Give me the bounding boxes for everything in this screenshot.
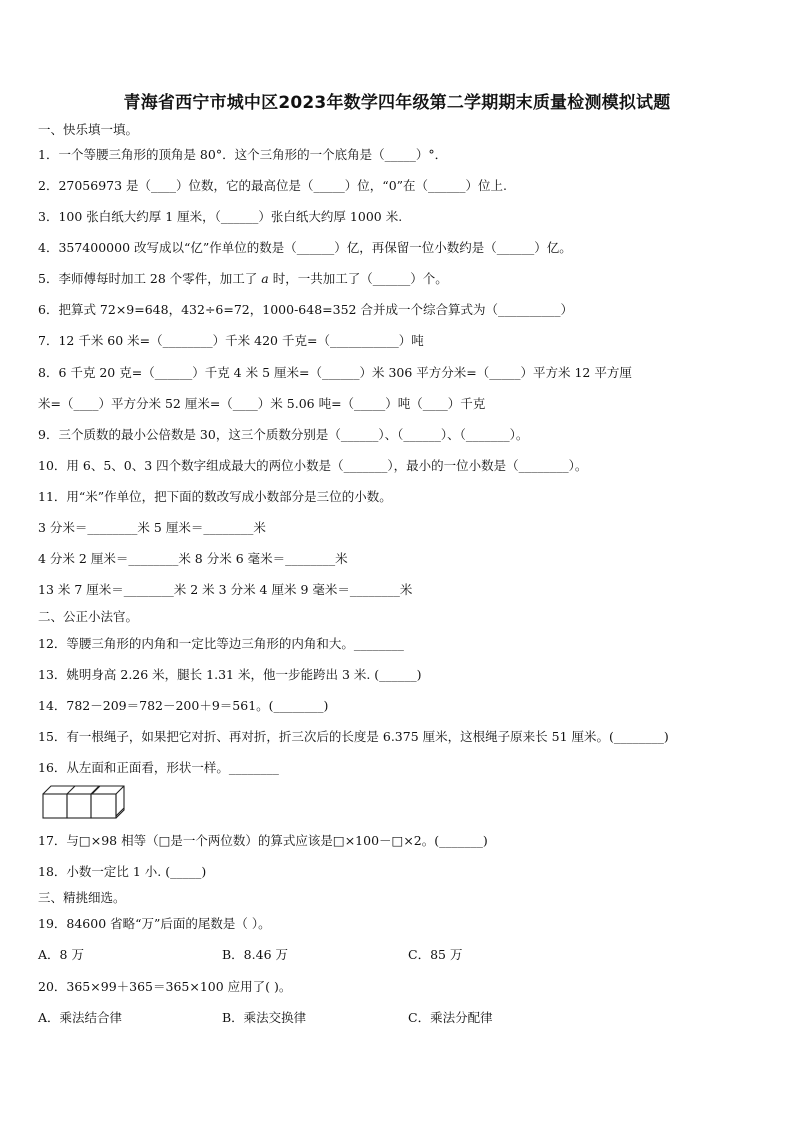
question-9: 9．三个质数的最小公倍数是 30，这三个质数分别是（______）、（______）、（_______）。: [38, 427, 529, 442]
question-8-line-2: 米=（____）平方分米 52 厘米=（____）米 5.06 吨=（_____）吨（____）千克: [38, 396, 486, 411]
question-11: 11．用“米”作单位，把下面的数改写成小数部分是三位的小数。: [38, 489, 392, 504]
question-20-option-c: C．乘法分配律: [408, 1010, 493, 1025]
question-19-option-b: B．8.46 万: [222, 947, 288, 962]
question-16: 16．从左面和正面看，形状一样。________: [38, 760, 279, 775]
question-11-row-1: 3 分米＝________米 5 厘米＝________米: [38, 520, 266, 535]
question-12: 12．等腰三角形的内角和一定比等边三角形的内角和大。________: [38, 636, 404, 651]
question-18: 18．小数一定比 1 小. (_____): [38, 864, 207, 879]
section-heading-1: 一、快乐填一填。: [38, 122, 139, 137]
question-20: 20．365×99＋365＝365×100 应用了( )。: [38, 979, 292, 994]
question-8-line-1: 8．6 千克 20 克=（______）千克 4 米 5 厘米=（______）米 306 平方分米=（_____）平方米 12 平方厘: [38, 365, 632, 380]
question-17: 17．与□×98 相等（□是一个两位数）的算式应该是□×100－□×2。(_______): [38, 833, 488, 848]
section-heading-2: 二、公正小法官。: [38, 609, 139, 624]
question-3: 3．100 张白纸大约厚 1 厘米，（______）张白纸大约厚 1000 米.: [38, 209, 403, 224]
page-title: 青海省西宁市城中区2023年数学四年级第二学期期末质量检测模拟试题: [123, 93, 671, 113]
question-11-row-3: 13 米 7 厘米＝________米 2 米 3 分米 4 厘米 9 毫米＝________米: [38, 582, 413, 597]
question-2: 2．27056973 是（____）位数，它的最高位是（_____）位，“0”在（______）位上.: [38, 178, 508, 193]
question-19-option-c: C．85 万: [408, 947, 463, 962]
question-11-row-2: 4 分米 2 厘米＝________米 8 分米 6 毫米＝________米: [38, 551, 348, 566]
question-6: 6．把算式 72×9=648，432÷6=72，1000-648=352 合并成一个综合算式为（__________）: [38, 302, 573, 317]
question-13: 13．姚明身高 2.26 米，腿长 1.31 米，他一步能跨出 3 米. (______): [38, 667, 422, 682]
question-4: 4．357400000 改写成以“亿”作单位的数是（______）亿，再保留一位小数约是（______）亿。: [38, 240, 572, 255]
question-15: 15．有一根绳子，如果把它对折、再对折，折三次后的长度是 6.375 厘米，这根绳子原来长 51 厘米。(________): [38, 729, 669, 744]
question-19: 19．84600 省略“万”后面的尾数是（ ）。: [38, 916, 271, 931]
section-heading-3: 三、精挑细选。: [38, 890, 126, 905]
question-1: 1．一个等腰三角形的顶角是 80°．这个三角形的一个底角是（_____）°．: [38, 147, 448, 162]
question-20-option-a: A．乘法结合律: [38, 1010, 123, 1025]
question-10: 10．用 6、5、0、3 四个数字组成最大的两位小数是（_______），最小的一位小数是（________）。: [38, 458, 588, 473]
question-20-option-b: B．乘法交换律: [222, 1010, 307, 1025]
question-5: 5．李师傅每时加工 28 个零件，加工了 𝑎 时，一共加工了（______）个。: [38, 271, 448, 286]
question-19-option-a: A．8 万: [38, 947, 84, 962]
cubes-figure: [40, 783, 130, 821]
question-7: 7．12 千米 60 米=（________）千米 420 千克=（___________）吨: [38, 333, 424, 348]
question-14: 14．782－209＝782－200＋9＝561。(________): [38, 698, 329, 713]
